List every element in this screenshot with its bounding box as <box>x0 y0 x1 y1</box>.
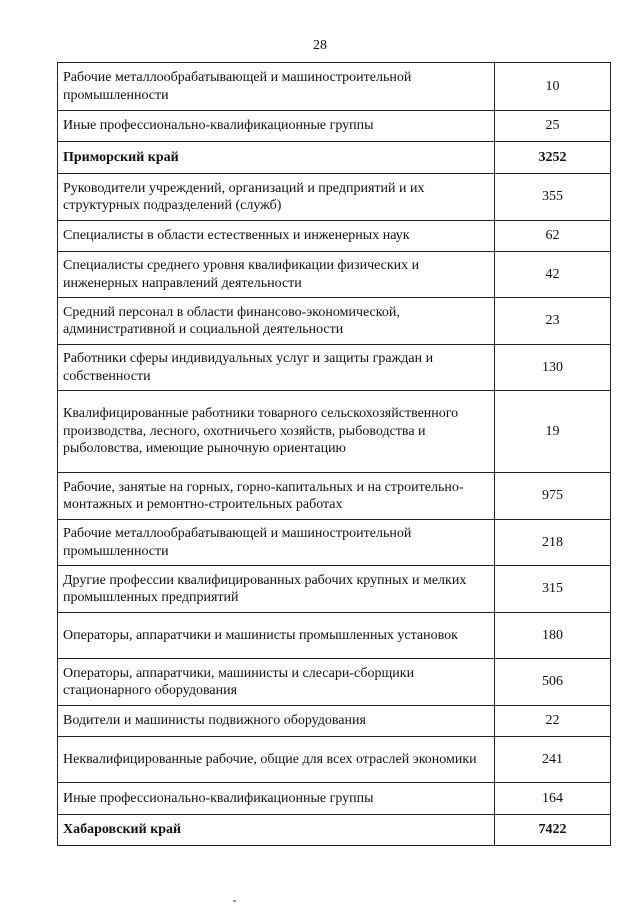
table-row <box>58 63 611 111</box>
occupation-name-cell: Рабочие металлообрабатывающей и машиностроительной промышленности <box>58 63 495 111</box>
occupation-name-cell: Рабочие металлообрабатывающей и машиностроительной промышленности <box>58 520 495 566</box>
table-row <box>58 613 611 659</box>
occupation-name-cell: Специалисты в области естественных и инженерных наук <box>58 221 495 252</box>
table-row <box>58 252 611 298</box>
occupation-value-cell: 42 <box>495 252 611 298</box>
occupation-name-cell: Руководители учреждений, организаций и предприятий и их структурных подразделений (служб) <box>58 174 495 221</box>
page-number: 28 <box>313 38 327 53</box>
occupation-name-cell: Водители и машинисты подвижного оборудования <box>58 706 495 737</box>
table-row <box>58 706 611 737</box>
occupation-value-cell: 25 <box>495 111 611 142</box>
table-row <box>58 783 611 815</box>
occupation-value-cell: 19 <box>495 391 611 473</box>
occupation-name-cell: Специалисты среднего уровня квалификации физических и инженерных направлений деятельности <box>58 252 495 298</box>
occupation-value-cell: 355 <box>495 174 611 221</box>
table-row <box>58 174 611 221</box>
occupation-value-cell: 180 <box>495 613 611 659</box>
table-row <box>58 737 611 783</box>
occupation-value-cell: 164 <box>495 783 611 815</box>
occupation-value-cell: 10 <box>495 63 611 111</box>
occupation-name-cell: Операторы, аппаратчики, машинисты и слесари-сборщики стационарного оборудования <box>58 659 495 706</box>
occupation-table <box>57 62 611 846</box>
table-row <box>58 345 611 391</box>
occupation-value-cell: 975 <box>495 473 611 520</box>
occupation-value-cell: 62 <box>495 221 611 252</box>
occupation-name-cell: Другие профессии квалифицированных рабочих крупных и мелких промышленных предприятий <box>58 566 495 613</box>
occupation-value-cell: 506 <box>495 659 611 706</box>
occupation-name-cell: Средний персонал в области финансово-экономической, административной и социальной деятельности <box>58 298 495 345</box>
region-name-cell: Приморский край <box>58 142 495 174</box>
region-total-cell: 7422 <box>495 815 611 846</box>
table-row <box>58 659 611 706</box>
occupation-name-cell: Квалифицированные работники товарного сельскохозяйственного производства, лесного, охотничьего хозяйств, рыбоводства и рыболовства, имеющие рыночную ориентацию <box>58 391 495 473</box>
occupation-name-cell: Иные профессионально-квалификационные группы <box>58 111 495 142</box>
occupation-name-cell: Рабочие, занятые на горных, горно-капитальных и на строительно-монтажных и ремонтно-строительных работах <box>58 473 495 520</box>
occupation-value-cell: 22 <box>495 706 611 737</box>
occupation-name-cell: Иные профессионально-квалификационные группы <box>58 783 495 815</box>
scan-artifact <box>233 900 236 902</box>
occupation-value-cell: 315 <box>495 566 611 613</box>
region-name-cell: Хабаровский край <box>58 815 495 846</box>
table-body <box>58 63 611 846</box>
table-row <box>58 298 611 345</box>
table-row <box>58 566 611 613</box>
table-row <box>58 391 611 473</box>
occupation-value-cell: 241 <box>495 737 611 783</box>
table-row <box>58 520 611 566</box>
table-row <box>58 142 611 174</box>
occupation-value-cell: 130 <box>495 345 611 391</box>
table-row <box>58 111 611 142</box>
occupation-name-cell: Неквалифицированные рабочие, общие для всех отраслей экономики <box>58 737 495 783</box>
region-total-cell: 3252 <box>495 142 611 174</box>
occupation-name-cell: Операторы, аппаратчики и машинисты промышленных установок <box>58 613 495 659</box>
occupation-value-cell: 23 <box>495 298 611 345</box>
table-row <box>58 815 611 846</box>
occupation-value-cell: 218 <box>495 520 611 566</box>
table-row <box>58 473 611 520</box>
table-row <box>58 221 611 252</box>
occupation-name-cell: Работники сферы индивидуальных услуг и защиты граждан и собственности <box>58 345 495 391</box>
